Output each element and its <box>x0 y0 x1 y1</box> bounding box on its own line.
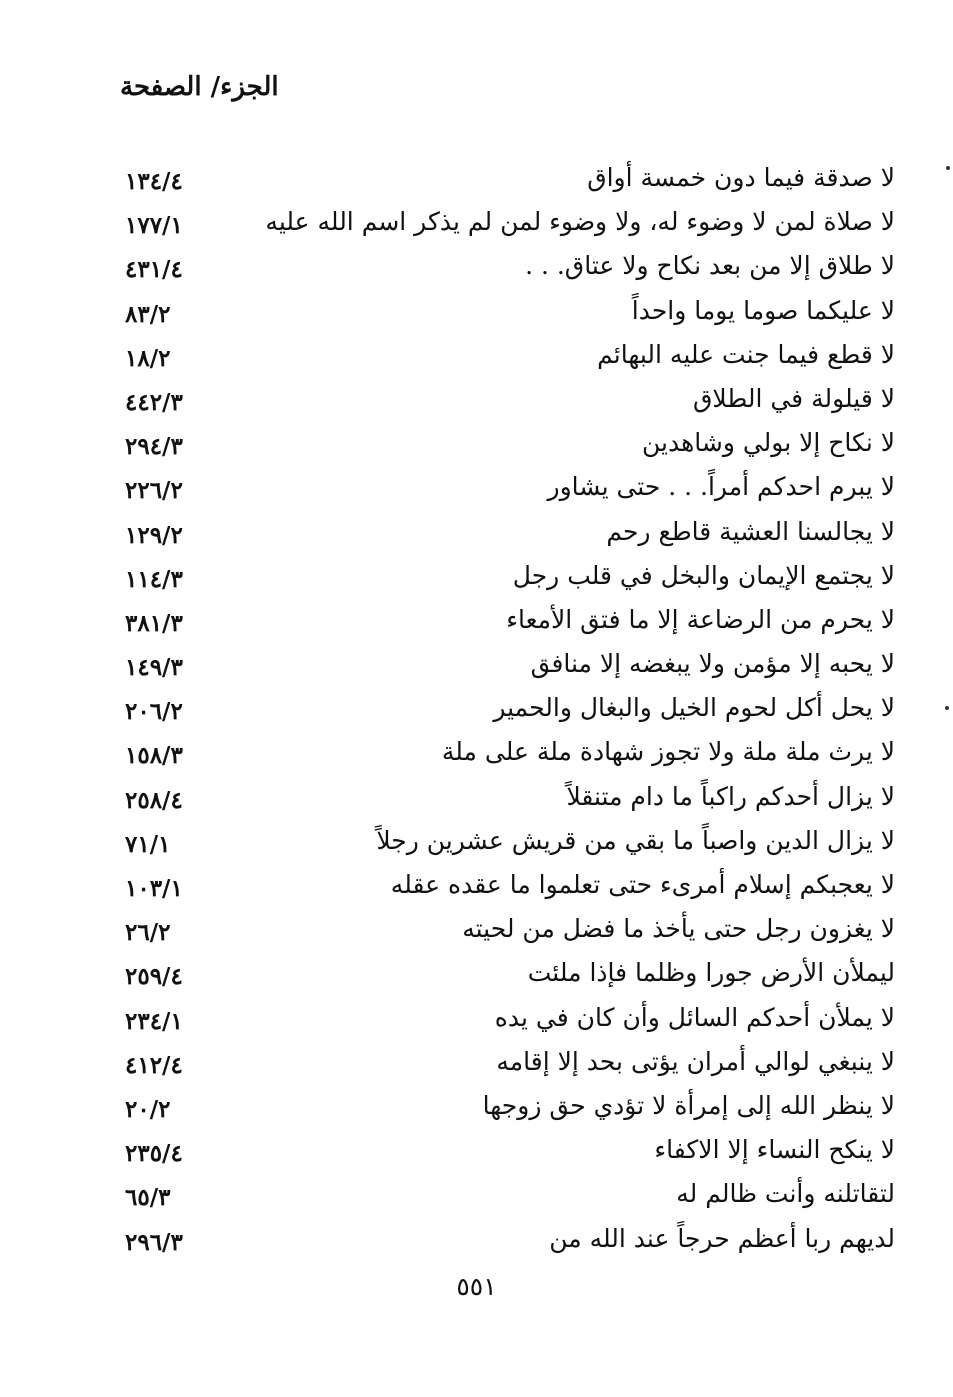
index-entry <box>125 244 895 288</box>
scan-speck <box>945 706 949 710</box>
index-entry <box>125 289 895 333</box>
hadith-text: لا يغزون رجل حتى يأخذ ما فضل من لحيته <box>462 914 895 944</box>
hadith-text: لا قطع فيما جنت عليه البهائم <box>597 339 895 369</box>
volume-page-ref: ١٨/٢ <box>125 344 171 372</box>
index-entry <box>125 421 895 465</box>
volume-page-ref: ٣٨١/٣ <box>125 609 183 637</box>
index-entry <box>125 996 895 1040</box>
volume-page-ref: ١١٤/٣ <box>125 565 183 593</box>
hadith-text: لا عليكما صوما يوما واحداً <box>631 295 895 325</box>
hadith-text: لا يزال الدين واصباً ما بقي من قريش عشرين رجلاً <box>376 825 895 855</box>
index-entry <box>125 554 895 598</box>
index-entry <box>125 510 895 554</box>
index-entry <box>125 819 895 863</box>
index-entry <box>125 1084 895 1128</box>
index-entry <box>125 377 895 421</box>
index-entry <box>125 465 895 509</box>
hadith-text: لا يحبه إلا مؤمن ولا يبغضه إلا منافق <box>530 649 895 679</box>
volume-page-ref: ١٤٩/٣ <box>125 654 183 682</box>
volume-page-ref: ١٥٨/٣ <box>125 742 183 770</box>
volume-page-ref: ١٧٧/١ <box>125 212 183 240</box>
index-entry <box>125 200 895 244</box>
volume-page-ref: ٢٩٦/٣ <box>125 1228 183 1256</box>
hadith-text: لا صلاة لمن لا وضوء له، ولا وضوء لمن لم يذكر اسم الله عليه <box>265 207 895 237</box>
hadith-text: لا طلاق إلا من بعد نكاح ولا عتاق. . . <box>525 251 895 281</box>
volume-page-ref: ٢٥٨/٤ <box>125 786 183 814</box>
hadith-text: ليملأن الأرض جورا وظلما فإذا ملئت <box>527 958 895 988</box>
hadith-text: لا ينكح النساء إلا الاكفاء <box>654 1135 895 1165</box>
index-entry <box>125 1040 895 1084</box>
scan-speck <box>946 166 950 170</box>
volume-page-ref: ١٠٣/١ <box>125 875 183 902</box>
volume-page-ref: ٢٣٤/١ <box>125 1007 183 1035</box>
hadith-text: لا يرث ملة ملة ولا تجوز شهادة ملة على ملة <box>441 737 895 767</box>
hadith-text: لا يجتمع الإيمان والبخل في قلب رجل <box>512 560 895 590</box>
hadith-text: لتقاتلنه وأنت ظالم له <box>676 1179 895 1209</box>
hadith-text: لديهم ربا أعظم حرجاً عند الله من <box>549 1223 895 1253</box>
index-entry <box>125 951 895 995</box>
volume-page-ref: ٢٦/٢ <box>125 919 171 947</box>
index-entry <box>125 642 895 686</box>
index-entry <box>125 907 895 951</box>
volume-page-ref: ٢٢٦/٢ <box>125 477 183 505</box>
hadith-text: لا يعجبكم إسلام أمرىء حتى تعلموا ما عقده عقله <box>390 870 895 899</box>
index-entry <box>125 863 895 907</box>
hadith-text: لا ينبغي لوالي أمران يؤتى بحد إلا إقامه <box>496 1046 895 1076</box>
volume-page-ref: ٢٥٩/٤ <box>125 963 183 991</box>
volume-page-ref: ٦٥/٣ <box>125 1184 171 1212</box>
volume-page-ref: ٢٠/٢ <box>125 1095 171 1123</box>
hadith-text: لا يزال أحدكم راكباً ما دام متنقلاً <box>566 781 895 811</box>
volume-page-ref: ٢٠٦/٢ <box>125 698 183 726</box>
hadith-text: لا يحرم من الرضاعة إلا ما فتق الأمعاء <box>506 604 895 634</box>
volume-page-ref: ٢٣٥/٤ <box>125 1140 183 1168</box>
volume-page-ref: ٤١٢/٤ <box>125 1051 183 1079</box>
hadith-text: لا قيلولة في الطلاق <box>693 383 895 413</box>
index-entry <box>125 775 895 819</box>
index-entry <box>125 1217 895 1261</box>
volume-page-ref: ٢٩٤/٣ <box>125 433 183 461</box>
hadith-text: لا ينظر الله إلى إمرأة لا تؤدي حق زوجها <box>482 1090 895 1120</box>
volume-page-ref: ٧١/١ <box>125 830 171 858</box>
volume-page-ref: ٤٤٢/٣ <box>125 388 183 416</box>
index-entry <box>125 333 895 377</box>
hadith-text: لا يبرم احدكم أمراً. . . حتى يشاور <box>547 472 895 502</box>
hadith-text: لا يحل أكل لحوم الخيل والبغال والحمير <box>493 693 895 723</box>
hadith-text: لا يملأن أحدكم السائل وأن كان في يده <box>494 1002 895 1032</box>
index-entry <box>125 730 895 774</box>
index-entry <box>125 1128 895 1172</box>
index-entry <box>125 156 895 200</box>
hadith-text: لا يجالسنا العشية قاطع رحم <box>606 516 895 546</box>
volume-page-ref: ١٢٩/٢ <box>125 521 183 549</box>
column-header: الجزء/ الصفحة <box>120 72 279 102</box>
hadith-text: لا صدقة فيما دون خمسة أواق <box>587 163 895 192</box>
page-number: ٥٥١ <box>456 1272 497 1301</box>
volume-page-ref: ١٣٤/٤ <box>125 168 183 195</box>
index-entry <box>125 598 895 642</box>
volume-page-ref: ٤٣١/٤ <box>125 256 183 284</box>
volume-page-ref: ٨٣/٢ <box>125 300 171 328</box>
index-entry <box>125 686 895 730</box>
hadith-index-list <box>125 156 895 1261</box>
hadith-text: لا نكاح إلا بولي وشاهدين <box>641 428 895 458</box>
index-entry <box>125 1172 895 1216</box>
